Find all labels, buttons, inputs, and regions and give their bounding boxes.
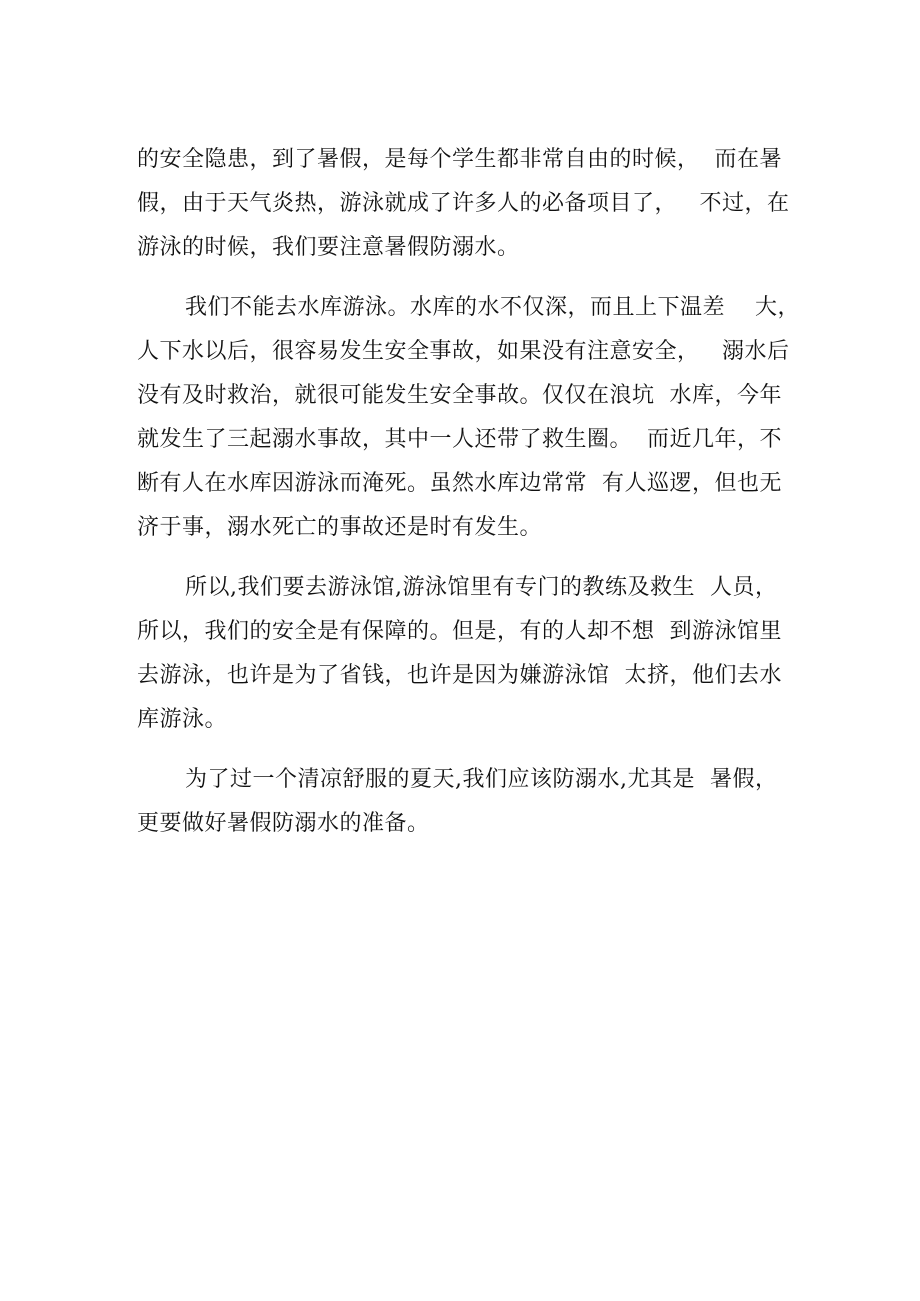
text-line: 更要做好暑假防溺水的准备。 xyxy=(137,811,430,836)
text-line: 为了过一个清凉舒服的夏天,我们应该防溺水,尤其是 暑假， xyxy=(185,767,778,792)
text-line: 没有及时救治，就很可能发生安全事故。仅仅在浪坑 水库，今年 xyxy=(137,383,782,408)
text-line: 断有人在水库因游泳而淹死。虽然水库边常常 有人巡逻，但也无 xyxy=(137,471,782,496)
text-line: 的安全隐患，到了暑假，是每个学生都非常自由的时候， 而在暑 xyxy=(137,147,782,172)
text-line: 就发生了三起溺水事故，其中一人还带了救生圈。 而近几年，不 xyxy=(137,427,782,452)
text-line: 人下水以后，很容易发生安全事故，如果没有注意安全， 溺水后 xyxy=(137,339,790,364)
paragraph-4 xyxy=(137,762,797,850)
paragraph-1 xyxy=(137,142,797,274)
text-line: 所以，我们的安全是有保障的。但是，有的人却不想 到游泳馆里 xyxy=(137,619,782,644)
text-line: 库游泳。 xyxy=(137,707,228,732)
text-line: 济于事，溺水死亡的事故还是时有发生。 xyxy=(137,515,543,540)
text-line: 游泳的时候，我们要注意暑假防溺水。 xyxy=(137,235,520,260)
paragraph-2 xyxy=(137,290,800,554)
paragraph-3 xyxy=(137,570,797,746)
document-body xyxy=(137,142,800,850)
text-line: 去游泳，也许是为了省钱，也许是因为嫌游泳馆 太挤，他们去水 xyxy=(137,663,782,688)
text-line: 假，由于天气炎热，游泳就成了许多人的必备项目了， 不过，在 xyxy=(137,191,790,216)
text-line: 所以,我们要去游泳馆,游泳馆里有专门的教练及救生 人员， xyxy=(185,575,778,600)
text-line: 我们不能去水库游泳。水库的水不仅深，而且上下温差 大， xyxy=(185,295,800,320)
